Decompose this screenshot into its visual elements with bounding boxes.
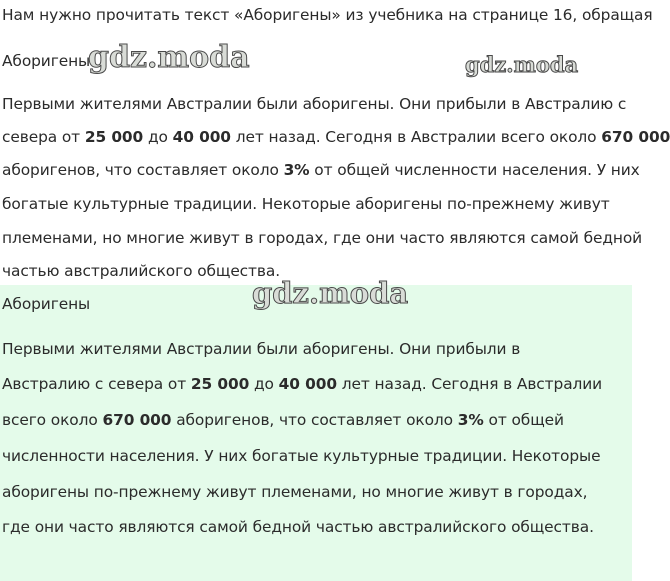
intro-line: Нам нужно прочитать текст «Аборигены» из учебника на странице 16, обращая [2, 6, 653, 24]
section-title: Аборигены [2, 52, 91, 70]
paragraph-line: аборигенов, что составляет около 3% от общей численности населения. У них [2, 161, 640, 179]
box-line: всего около 670 000 аборигенов, что составляет около 3% от общей [2, 411, 564, 429]
watermark-logo: gdz.moda [465, 52, 579, 77]
paragraph-line: богатые культурные традиции. Некоторые аборигены по-прежнему живут [2, 195, 610, 213]
highlighted-answer-box [0, 285, 632, 581]
paragraph-line: частью австралийского общества. [2, 262, 281, 280]
paragraph-line: племенами, но многие живут в городах, где они часто являются самой бедной [2, 229, 643, 247]
box-line: Австралию с севера от 25 000 до 40 000 лет назад. Сегодня в Австралии [2, 375, 603, 393]
box-line: Первыми жителями Австралии были аборигены. Они прибыли в [2, 340, 521, 358]
watermark-logo: gdz.moda [88, 40, 250, 75]
box-title: Аборигены [2, 295, 91, 313]
box-line: численности населения. У них богатые культурные традиции. Некоторые [2, 447, 601, 465]
watermark-logo: gdz.moda [252, 276, 409, 310]
paragraph-line: севера от 25 000 до 40 000 лет назад. Сегодня в Австралии всего около 670 000 [2, 128, 670, 146]
box-line: где они часто являются самой бедной частью австралийского общества. [2, 518, 594, 536]
paragraph-line: Первыми жителями Австралии были аборигены. Они прибыли в Австралию с [2, 95, 627, 113]
box-line: аборигены по-прежнему живут племенами, но многие живут в городах, [2, 483, 588, 501]
